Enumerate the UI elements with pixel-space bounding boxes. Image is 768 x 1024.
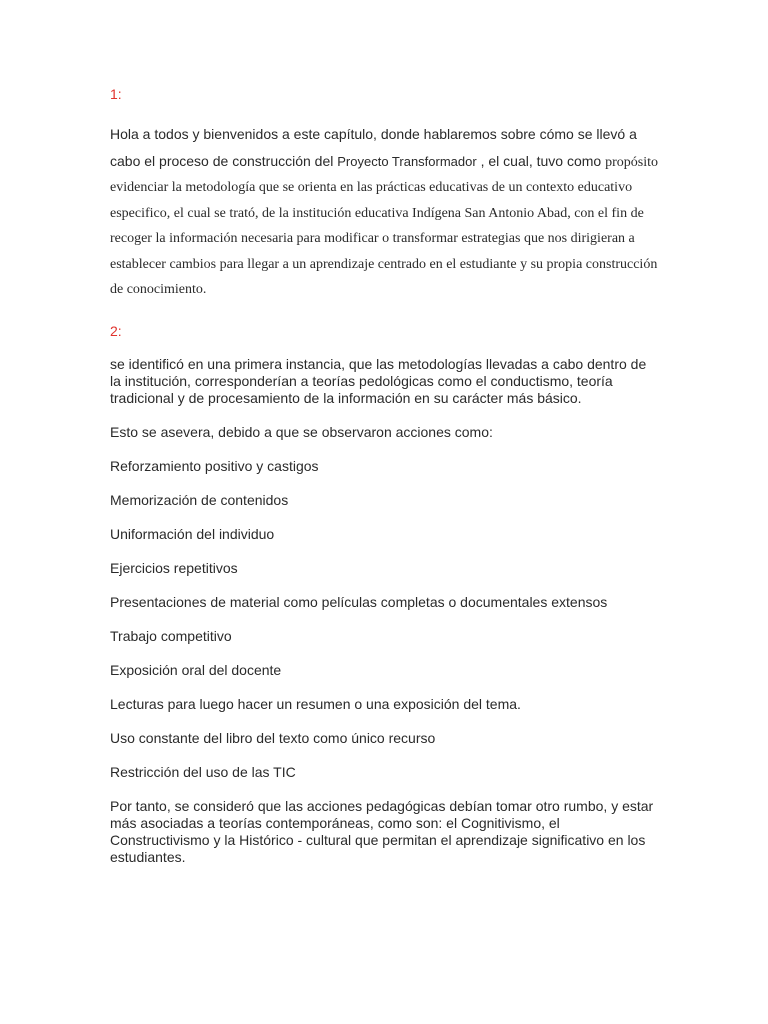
section-2-lead: Esto se asevera, debido a que se observaron acciones como: — [110, 423, 493, 440]
list-item: Reforzamiento positivo y castigos — [110, 457, 319, 474]
section-1-text-b: Proyecto Transformador — [337, 153, 477, 169]
list-item: Memorización de contenidos — [110, 491, 289, 508]
document-page — [110, 86, 660, 866]
section-1-paragraph — [110, 122, 660, 303]
section-1-text-c: , el cual, tuvo como — [476, 152, 606, 169]
list-item: Ejercicios repetitivos — [110, 559, 238, 576]
section-1-text-a: Hola a todos y bienvenidos a este capítulo, donde hablaremos sobre cómo se llevó a cabo el proceso de construcción del — [110, 126, 637, 169]
list-item: Trabajo competitivo — [110, 627, 232, 644]
section-number-1: 1: — [110, 86, 122, 102]
list-item: Uniformación del individuo — [110, 525, 275, 542]
list-item: Lecturas para luego hacer un resumen o una exposición del tema. — [110, 695, 521, 712]
list-item: Restricción del uso de las TIC — [110, 763, 296, 780]
section-1-text-d: propósito evidenciar la metodología que se orienta en las prácticas educativas de un contexto educativo especifico, el cual se trató, de la institución educativa Indígena San Antonio Abad, con el fin de recoger la información necesaria para modificar o transformar estrategias que nos dirigieran a establecer cambios para llegar a un aprendizaje centrado en el estudiante y su propia construcción de conocimiento. — [110, 154, 658, 297]
list-item: Exposición oral del docente — [110, 661, 282, 678]
list-item: Uso constante del libro del texto como único recurso — [110, 729, 436, 746]
section-number-2: 2: — [110, 322, 122, 339]
section-2-conclusion: Por tanto, se consideró que las acciones pedagógicas debían tomar otro rumbo, y estar más asociadas a teorías contemporáneas, como son: el Cognitivismo, el Constructivismo y la Histórico - cultural que permitan el aprendizaje significativo en los estudiantes. — [110, 797, 654, 865]
section-2-intro: se identificó en una primera instancia, que las metodologías llevadas a cabo dentro de la institución, corresponderían a teorías pedológicas como el conductismo, teoría tradicional y de procesamiento de la información en su carácter más básico. — [110, 355, 647, 406]
list-item: Presentaciones de material como películas completas o documentales extensos — [110, 593, 608, 610]
